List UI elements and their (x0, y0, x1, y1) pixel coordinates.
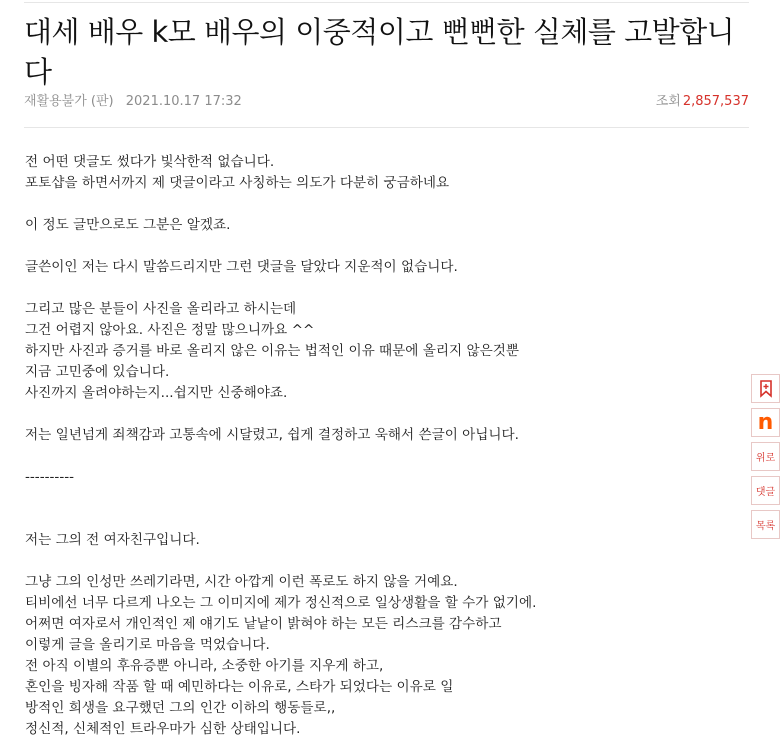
blank-line (25, 509, 725, 530)
side-menu (751, 374, 780, 544)
content-line: 어쩌면 여자로서 개인적인 제 얘기도 낱낱이 밝혀야 하는 모든 리스크를 감수하고 (25, 616, 502, 632)
top-divider (24, 2, 749, 3)
content-line: 포토샵을 하면서까지 제 댓글이라고 사칭하는 의도가 다분히 궁금하네요 (25, 175, 450, 191)
view-count (656, 92, 749, 112)
content-line: 그냥 그의 인성만 쓰레기라면, 시간 아깝게 이런 폭로도 하지 않을 거예요. (25, 574, 458, 590)
content-line: 이렇게 글을 올리기로 마음을 먹었습니다. (25, 637, 270, 653)
content-line: 이 정도 글만으로도 그분은 알겠죠. (25, 217, 231, 233)
post-meta (24, 92, 749, 112)
blank-line (25, 278, 725, 299)
content-line: 전 어떤 댓글도 썼다가 빛삭한적 없습니다. (25, 154, 275, 170)
content-line: 저는 그의 전 여자친구입니다. (25, 532, 200, 548)
comment-label: 댓글 (755, 487, 776, 498)
content-line: 지금 고민중에 있습니다. (25, 364, 170, 380)
blank-line (25, 488, 725, 509)
list-label: 목록 (755, 521, 776, 532)
post-title: 대세 배우 k모 배우의 이중적이고 뻔뻔한 실체를 고발합니다 (24, 15, 735, 89)
content-line: 그건 어렵지 않아요. 사진은 정말 많으니까요 ^^ (25, 322, 315, 338)
content-line: 방적인 희생을 요구했던 그의 인간 이하의 행동들로,, (25, 700, 336, 716)
meta-divider (24, 127, 749, 128)
list-button[interactable] (751, 510, 780, 539)
blank-line (25, 446, 725, 467)
naver-n-icon: n (757, 409, 774, 435)
view-count-number: 2,857,537 (682, 94, 749, 109)
blank-line (25, 551, 725, 572)
post-content (25, 152, 725, 740)
scroll-top-button[interactable] (751, 442, 780, 471)
comment-button[interactable] (751, 476, 780, 505)
content-line: 전 아직 이별의 후유증뿐 아니라, 소중한 아기를 지우게 하고, (25, 658, 384, 674)
content-line: 그리고 많은 분들이 사진을 올리라고 하시는데 (25, 301, 297, 317)
view-count-label: 조회 (655, 94, 681, 109)
content-line: 정신적, 신체적인 트라우마가 심한 상태입니다. (25, 721, 301, 737)
post-author[interactable]: 재활용불가 (판) (24, 94, 114, 109)
content-line: 저는 일년넘게 죄책감과 고통속에 시달렸고, 쉽게 결정하고 욱해서 쓴글이 아닙니다. (25, 427, 520, 443)
bookmark-button[interactable] (751, 374, 780, 403)
bookmark-icon (759, 380, 773, 398)
content-line: ---------- (25, 469, 75, 485)
scroll-top-label: 위로 (755, 453, 776, 464)
naver-share-button[interactable] (751, 408, 780, 437)
blank-line (25, 236, 725, 257)
blank-line (25, 404, 725, 425)
content-line: 하지만 사진과 증거를 바로 올리지 않은 이유는 법적인 이유 때문에 올리지 않은것뿐 (25, 343, 520, 359)
post-date: 2021.10.17 17:32 (125, 94, 242, 109)
content-line: 혼인을 빙자해 작품 할 때 예민하다는 이유로, 스타가 되었다는 이유로 일 (25, 679, 454, 695)
content-line: 글쓴이인 저는 다시 말씀드리지만 그런 댓글을 달았다 지운적이 없습니다. (25, 259, 458, 275)
blank-line (25, 194, 725, 215)
content-line: 티비에선 너무 다르게 나오는 그 이미지에 제가 정신적으로 일상생활을 할 수가 없기에. (25, 595, 537, 611)
content-line: 사진까지 올려야하는지...쉽지만 신중해야죠. (25, 385, 288, 401)
